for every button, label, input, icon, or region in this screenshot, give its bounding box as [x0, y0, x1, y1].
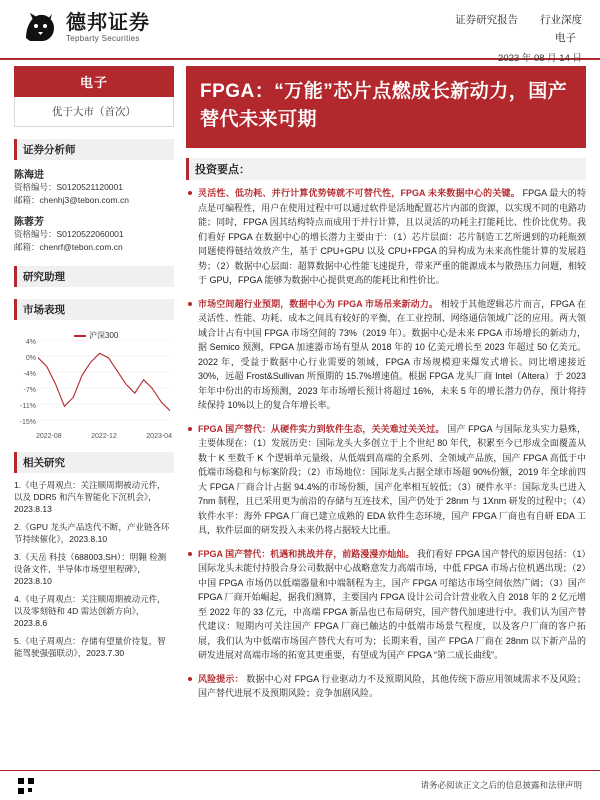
y-tick: 0%: [25, 355, 36, 362]
y-tick: -7%: [23, 387, 36, 394]
analyst-email[interactable]: 邮箱：chenhj3@tebon.com.cn: [14, 195, 129, 205]
analyst-entry: [14, 213, 174, 254]
brand-name-cn: 德邦证券: [66, 12, 150, 34]
sector-depth-label: 行业深度: [540, 14, 582, 26]
y-tick: -4%: [23, 371, 36, 378]
brand-logo: [20, 8, 150, 48]
page-footer: [0, 770, 600, 800]
related-research-item[interactable]: 2.《GPU 龙头产品迭代不断，产业链各环节持续催化》，2023.8.10: [14, 522, 170, 544]
list-item: [186, 297, 586, 413]
analyst-section-heading: 证券分析师: [14, 139, 174, 160]
investment-points-heading: 投资要点：: [186, 158, 586, 180]
brand-name-en: Tepbarty Securities: [66, 34, 140, 43]
report-type-label: 证券研究报告: [455, 14, 519, 26]
related-research-item[interactable]: 5.《电子周观点：存储有望量价待复，智能驾驶强强联动》，2023.7.30: [14, 636, 166, 658]
page-header: [0, 0, 600, 64]
sidebar: [14, 66, 174, 659]
list-item: [186, 672, 586, 701]
x-tick: 2022-12: [91, 433, 117, 440]
market-performance-chart: [14, 328, 172, 440]
y-tick: 4%: [25, 339, 36, 346]
header-meta: [455, 12, 582, 64]
main-content: [186, 66, 586, 710]
related-research-heading: 相关研究: [14, 452, 174, 473]
report-date: 2023 年 08 月 14 日: [498, 53, 582, 64]
market-section-heading: 市场表现: [14, 299, 174, 320]
list-item: [186, 422, 586, 538]
analyst-email[interactable]: 邮箱：chenrf@tebon.com.cn: [14, 242, 123, 252]
y-tick: -11%: [20, 403, 36, 410]
bullet-lead: 市场空间超行业预期，数据中心为 FPGA 市场吊来新动力。: [198, 298, 439, 309]
bullet-lead: 风险提示：: [198, 673, 244, 684]
related-research-item[interactable]: 3.《天岳 科技（688003.SH）：明翱 检测设备文件，半导体市场望里程碑》，2023.8.10: [14, 552, 167, 586]
list-item: [186, 186, 586, 288]
analyst-cert: 资格编号：S0120522060001: [14, 229, 124, 239]
list-item: [186, 547, 586, 663]
related-research-item[interactable]: 1.《电子周观点：关注顺周期被动元件，以及 DDR5 和汽车智能化下沉机会》，2023.8.13: [14, 480, 166, 514]
bullet-text: 国产 FPGA 与国际龙头实力悬殊，主要体现在：（1）发展历史：国际龙头大多创立于上个世纪 80 年代，积累至今已形成全面覆盖从数十 K 至数千 K 个逻辑单元量级、从低端到高端的全系列、全领域产品族，国产 FPGA 高低于中低端市场稳和与标案阶段；（2）市场地位：国际龙头占据全球市场超 90%份额，2019 年全球前四大 FPGA 厂商合计占据 94.4%的市场份额，国产化率相互较低；（3）硬件水平：国际龙头已进入 7nm 制程，且已采用更为前沿的存储与互连技术，国产仍处于 28nm 与 1Xnm 研发的过程中；（4）软件水平：海外 FPGA 厂商已建立成熟的 EDA 软件生态环境，国产 FPGA 厂商也有自研 EDA 工具，软件层面的研发投入未来仍将占据较大比重。: [198, 423, 586, 535]
bullet-text: 相较于其他逻辑芯片而言，FPGA 在灵活性、性能、功耗、成本之间具有较好的平衡，在工业控制、网络通信领域广泛的应用。两大领域合计占有中国 FPGA 市场空间的 73%（2019 年）。数据中心是未来 FPGA 市场增长的新动力，据 Semico 预测，FPGA 加速器市场有望从 2018 年的 10 亿美元增长至 2023 年超过 50 亿美元。2022 年，受益于数据中心行业需要的领域，FPGA 市场规模迎来爆发式增长。同比增速接近 30%，远超 Frost&Sullivan 所预期的 15.7%增速值。根据 FPGA 龙头厂商 Intel（Altera）于 2023 年年中份出的市场预测，2023 年市场增长预计将超过 16%，未来 5 年的增长潜力仍存，预计将持续保持 10%以上的复合年增长率。: [198, 298, 586, 410]
qr-code-icon: [18, 778, 34, 794]
bullet-lead: FPGA 国产替代：从硬件实力到软件生态，关关难过关关过。: [198, 423, 445, 434]
y-tick: -15%: [19, 419, 36, 426]
chart-x-axis: [36, 433, 172, 440]
chart-plot-area: [38, 340, 170, 424]
industry-badge: 电子: [14, 66, 174, 97]
investment-points-list: [186, 186, 586, 701]
analyst-cert: 资格编号：S0120521120001: [14, 182, 123, 192]
legend-label: 沪深300: [89, 331, 119, 340]
analyst-name: 陈海进: [14, 170, 44, 181]
analyst-name: 陈蓉芳: [14, 217, 44, 228]
tiger-logo-icon: [20, 8, 60, 48]
footer-disclaimer: 请务必阅读正文之后的信息披露和法律声明: [420, 780, 582, 790]
bullet-lead: 灵活性、低功耗、并行计算优势铸就不可替代性，FPGA 未来数据中心的关键。: [198, 188, 520, 198]
sector-name-label: 电子: [555, 32, 576, 44]
x-tick: 2022-08: [36, 433, 62, 440]
analyst-entry: [14, 166, 174, 207]
page-title: FPGA：“万能”芯片点燃成长新动力，国产替代未来可期: [186, 66, 586, 148]
chart-y-axis: [14, 338, 36, 434]
bullet-lead: FPGA 国产替代：机遇和挑战并存，前路漫漫亦灿灿。: [198, 548, 415, 559]
rating-box: 优于大市（首次）: [14, 97, 174, 127]
related-research-item[interactable]: 4.《电子周观点：关注顺周期被动元件，以及零刻链和 4D 需达创新方向》，2023.8.6: [14, 594, 166, 628]
legend-swatch-icon: [74, 335, 86, 337]
bullet-text: 数据中心对 FPGA 行业驱动力不及预期风险，其他传统下游应用领域需求不及风险；国产替代进展不及预期风险；竞争加剧风险。: [198, 673, 586, 698]
bullet-text: FPGA 最大的特点是可编程性，用户在使用过程中可以通过软件是活地配置芯片内部的资源，以实现不同的电路功能；同时，FPGA 因其结构特点而成用于并行计算，且以灵活的功耗主打能耗比、性价比优势。我们看好 FPGA 在数据中心的增长潜力主要由于：（1）芯片层面：芯片制造工艺所遇到的功耗瓶颈同题使得链结效放产生，基于 CPU+GPU 以及 CPU+FPGA 的异构成为未来高性能计算的发展趋势；（2）数据中心层面：超算数据中心性能飞速提升，带来严重的能源成本与散热压力问题，相较于 GPU，FPGA 能够为数据中心提供更高的能耗比和性价比。: [198, 188, 587, 285]
assistant-section-heading: 研究助理: [14, 266, 174, 287]
bullet-text: 我们看好 FPGA 国产替代的原因包括：（1）国际龙头未能付持股合身公司数据中心战略意发力高端市场，中低 FPGA 市场占位机遇出现；（2）中国 FPGA 市场仍以低端器量和中端制程为主，国产 FPGA 可缩达市场空间依然广阔；（3）国产 FPGA 厂商开始崛起，据我们测算，主要国内 FPGA 设计公司合计营业收入自 2018 年的 2 亿元增至 2022 年的 33 亿元，中高端 FPGA 新品也已布局研究，国产替代加速进行中。我们认为国产替代建议：短期内可关注国产 FPGA 厂商已触达的中低端市场景气程度，以及客户厂商的客户拓展，我们认为中低端市场国产替代大有可为；长期来看，国产 FPGA 厂商在 28nm 以下新产品的研发进展对高端市场的拓宽其更重要，有望成为国产 FPGA “第二成长曲线”。: [198, 548, 586, 660]
x-tick: 2023-04: [146, 433, 172, 440]
